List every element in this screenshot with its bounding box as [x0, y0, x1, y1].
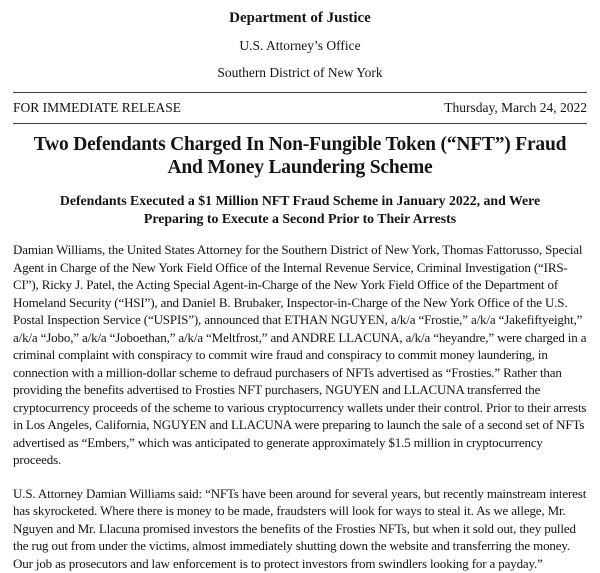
subheadline-line-1: Defendants Executed a $1 Million NFT Fraud Scheme in January 2022, and Were: [59, 193, 541, 208]
release-date: Thursday, March 24, 2022: [444, 100, 587, 115]
headline-line-1: Two Defendants Charged In Non-Fungible Token (“NFT”) Fraud: [33, 134, 567, 155]
district-line: Southern District of New York: [217, 65, 383, 80]
headline: [13, 133, 587, 179]
subheadline: [13, 192, 587, 228]
agency-title: Department of Justice: [229, 10, 371, 26]
headline-line-2: And Money Laundering Scheme: [167, 157, 433, 178]
release-label: FOR IMMEDIATE RELEASE: [13, 100, 181, 115]
body-paragraph-2: U.S. Attorney Damian Williams said: “NFTs have been around for several years, but recently mainstream interest has skyrocketed. Where there is money to be made, fraudsters will look for ways to steal it. As we allege, Mr. Nguyen and Mr. Llacuna promised investors the benefits of the Frosties NFTs, but when it sold out, they pulled the rug out from under the victims, almost immediately shutting down the website and transferring the money. Our job as prosecutors and law enforcement is to protect investors from swindlers looking for a payday.”: [13, 485, 587, 571]
attorneys-office-line: U.S. Attorney’s Office: [239, 38, 361, 53]
body-text: [13, 241, 587, 572]
subheadline-line-2: Preparing to Execute a Second Prior to Their Arrests: [143, 211, 457, 226]
doj-masthead: [13, 9, 587, 81]
release-divider: [13, 123, 587, 124]
release-bar: [13, 93, 587, 123]
body-paragraph-1: Damian Williams, the United States Attorney for the Southern District of New York, Thomas Fattorusso, Special Agent in Charge of the New York Field Office of the Internal Revenue Service, Criminal Investigation (“IRS-CI”), Ricky J. Patel, the Acting Special Agent-in-Charge of the New York Field Office of the Department of Homeland Security (“HSI”), and Daniel B. Brubaker, Inspector-in-Charge of the New York Office of the U.S. Postal Inspection Service (“USPIS”), announced that ETHAN NGUYEN, a/k/a “Frostie,” a/k/a “Jakefiftyeight,” a/k/a “Jobo,” a/k/a “Joboethan,” a/k/a “Meltfrost,” and ANDRE LLACUNA, a/k/a “heyandre,” were charged in a criminal complaint with conspiracy to commit wire fraud and conspiracy to commit money laundering, in connection with a million-dollar scheme to defraud purchasers of NFTs advertised as “Frosties.” Rather than providing the benefits advertised to Frosties NFT purchasers, NGUYEN and LLACUNA transferred the cryptocurrency proceeds of the scheme to various cryptocurrency wallets under their control. Prior to their arrests in Los Angeles, California, NGUYEN and LLACUNA were preparing to launch the sale of a second set of NFTs advertised as “Embers,” which was anticipated to generate approximately $1.5 million in cryptocurrency proceeds.: [13, 242, 587, 467]
